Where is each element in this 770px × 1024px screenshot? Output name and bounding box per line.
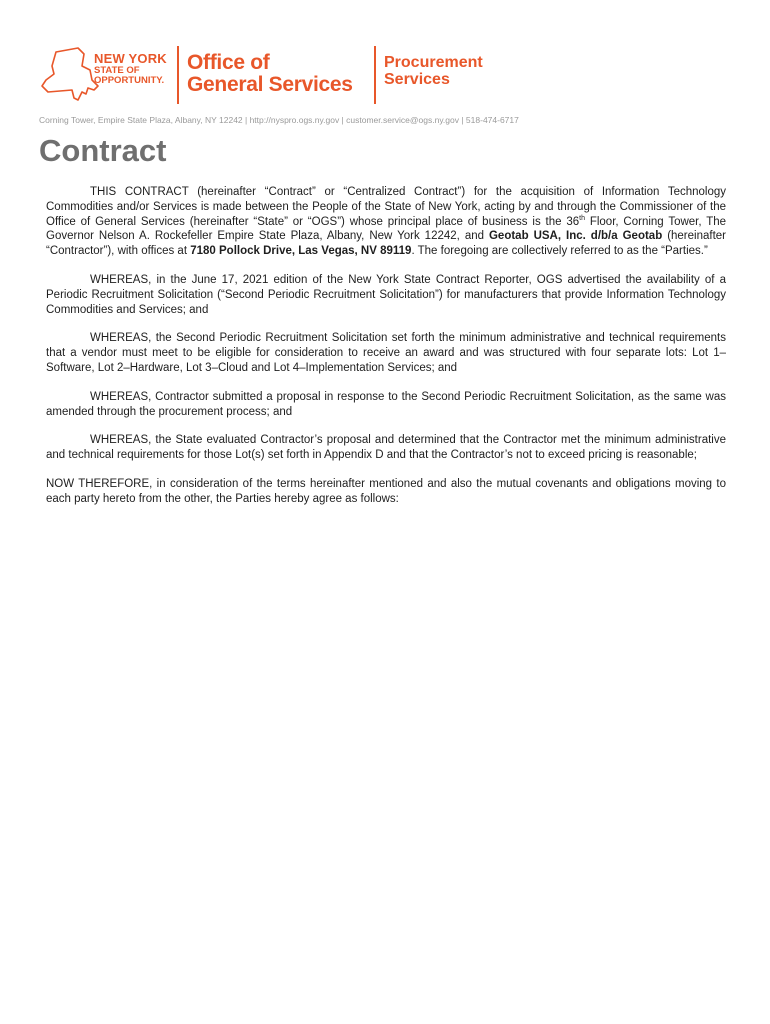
letterhead <box>38 40 738 112</box>
address-line: Corning Tower, Empire State Plaza, Albany, NY 12242 | http://nyspro.ogs.ny.gov | customer.service@ogs.ny.gov | 518-474-6717 <box>39 115 519 125</box>
paragraph: WHEREAS, Contractor submitted a proposal in response to the Second Periodic Recruitment Solicitation, as the same was amended through the procurement process; and <box>46 390 726 418</box>
nys-line-1: NEW YORK <box>94 51 167 66</box>
superscript: th <box>579 214 585 222</box>
ogs-wordmark <box>187 52 353 97</box>
nys-line-2: STATE OF <box>94 64 140 76</box>
paragraph: WHEREAS, the State evaluated Contractor’s proposal and determined that the Contractor met the minimum administrative and technical requirements for those Lot(s) set forth in Appendix D and that the Contractor’s not to exceed pricing is reasonable; <box>46 434 726 462</box>
contract-body <box>46 185 726 521</box>
paragraph-text: . The foregoing are collectively referred to as the “Parties.” <box>411 245 708 258</box>
ogs-line-1: Office of <box>187 51 270 74</box>
nys-wordmark <box>94 52 167 86</box>
paragraph: NOW THEREFORE, in consideration of the terms hereinafter mentioned and also the mutual covenants and obligations moving to each party hereto from the other, the Parties hereby agree as follows: <box>46 477 726 505</box>
paragraph: WHEREAS, in the June 17, 2021 edition of the New York State Contract Reporter, OGS advertised the availability of a Periodic Recruitment Solicitation (“Second Periodic Recruitment Solicitation”) for manufacturers that provide Information Technology Commodities and Services; and <box>46 273 726 316</box>
divider <box>374 46 376 104</box>
proc-line-2: Services <box>384 71 450 89</box>
proc-line-1: Procurement <box>384 54 483 71</box>
contractor-address: 7180 Pollock Drive, Las Vegas, NV 89119 <box>190 245 412 258</box>
page-title: Contract <box>39 133 167 168</box>
procurement-wordmark <box>384 54 483 89</box>
paragraph <box>46 185 726 259</box>
ogs-line-2: General Services <box>187 73 353 97</box>
contractor-name: Geotab USA, Inc. d/b/a Geotab <box>488 230 663 243</box>
paragraph-text: (hereinafter “Contractor”), with offices at <box>46 230 726 258</box>
paragraph: WHEREAS, the Second Periodic Recruitment Solicitation set forth the minimum administrative and technical requirements that a vendor must meet to be eligible for consideration to receive an award and was structured with four separate lots: Lot 1–Software, Lot 2–Hardware, Lot 3–Cloud and Lot 4–Implementation Services; and <box>46 332 726 374</box>
divider <box>177 46 179 104</box>
paragraph-text: THIS CONTRACT (hereinafter “Contract” or “Centralized Contract”) for the acquisition of Information Technology Commodities and/or Services is made between the People of the State of New York, acting by and through the Commissioner of the Office of General Services (hereinafter “State” or “OGS”) whose principal place of business is the 36 <box>46 186 726 228</box>
nys-line-3: OPPORTUNITY. <box>94 74 165 86</box>
new-york-state-map-logo <box>38 44 100 104</box>
paragraph-text: Floor, Corning Tower, The Governor Nelson A. Rockefeller Empire State Plaza, Albany, New York 12242, and <box>46 215 727 243</box>
